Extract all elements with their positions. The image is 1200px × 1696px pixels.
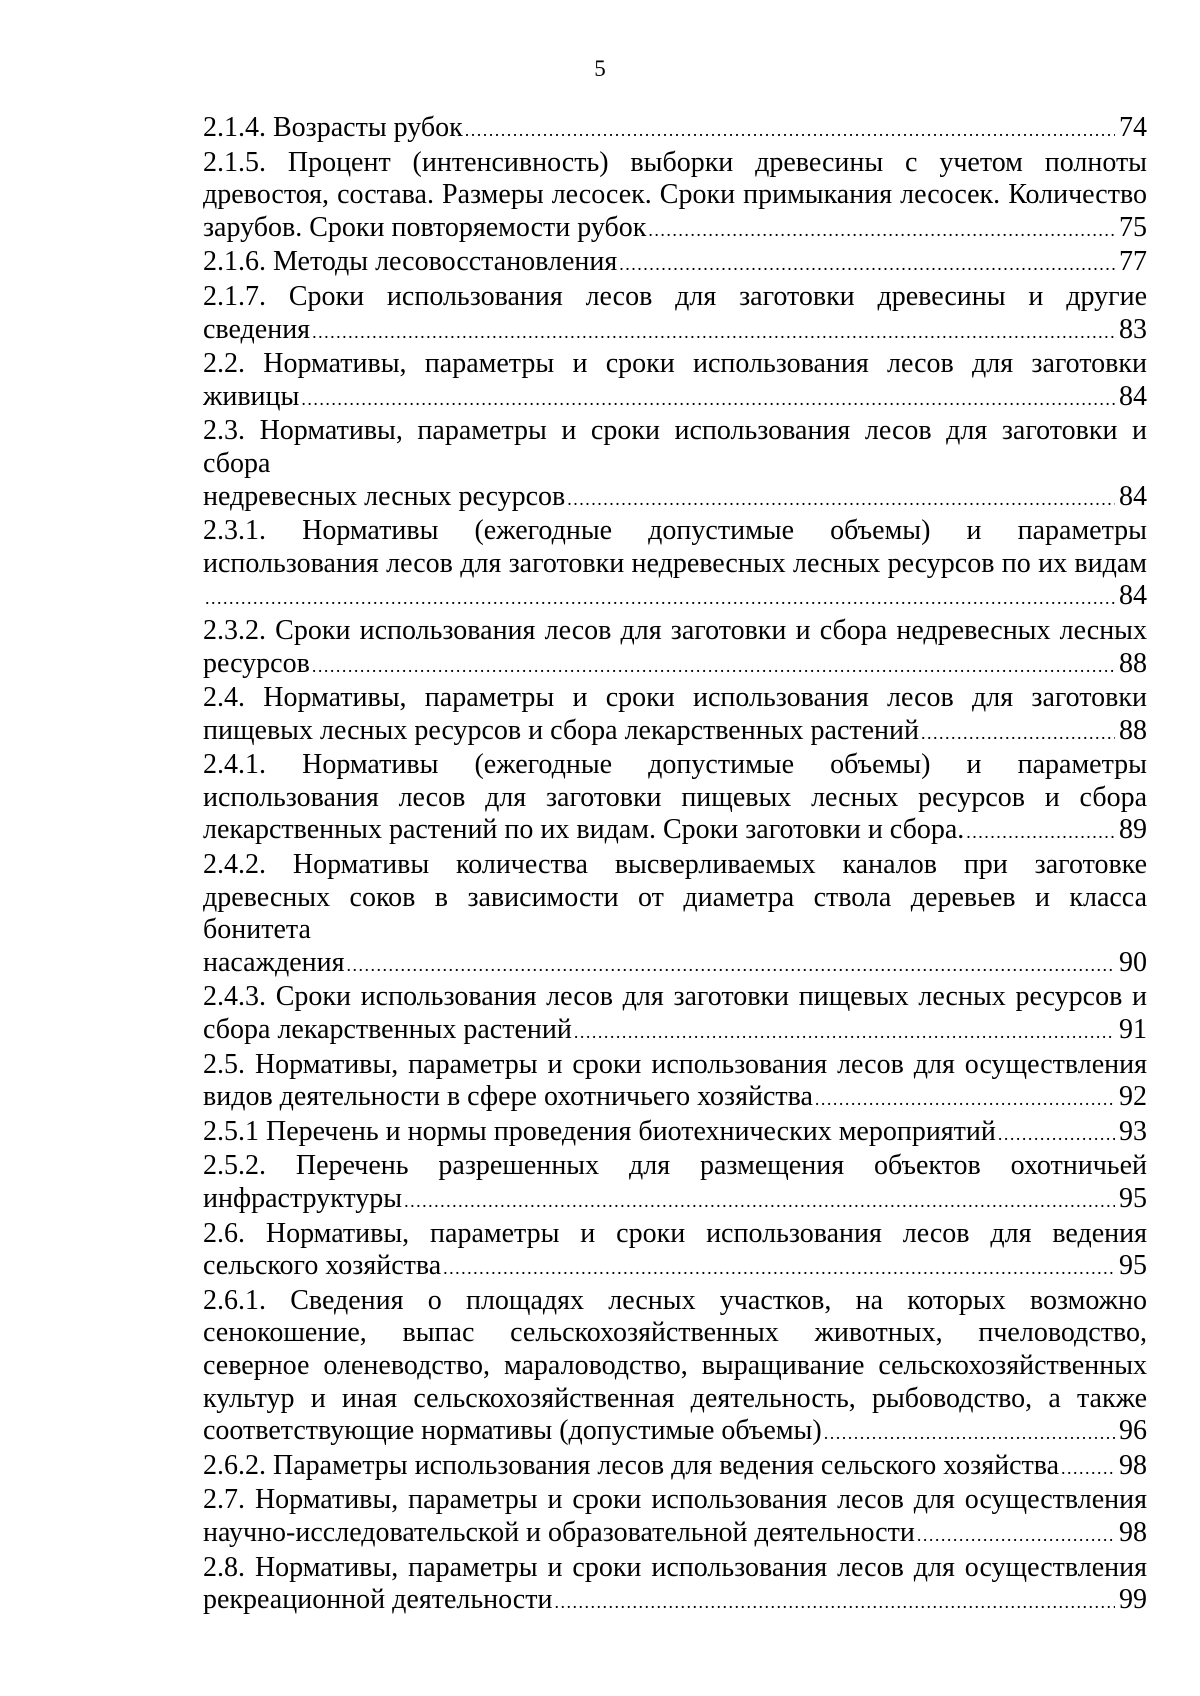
toc-page-number: 91 (1119, 1014, 1147, 1046)
toc-entry-line: сенокошение, выпас сельскохозяйственных животных, пчеловодство, (203, 1317, 1147, 1349)
toc-entry (203, 749, 1147, 849)
toc-entry-text: пищевых лесных ресурсов и сбора лекарственных растений (203, 714, 919, 746)
toc-entry (203, 348, 1147, 415)
toc-entry-text: рекреационной деятельности (203, 1584, 553, 1616)
dot-leader (312, 316, 1115, 349)
toc-page-number: 74 (1119, 112, 1147, 143)
toc-page-number: 77 (1119, 246, 1147, 278)
toc-entry (203, 1552, 1147, 1619)
dot-leader (346, 949, 1115, 982)
toc-entry-line: 2.4. Нормативы, параметры и сроки использования лесов для заготовки (203, 682, 1147, 714)
toc-page-number: 93 (1119, 1115, 1147, 1147)
toc-entry-text: ресурсов (203, 647, 310, 679)
toc-page-number: 96 (1119, 1415, 1147, 1447)
toc-entry-last-line (203, 212, 1147, 247)
toc-entry-line: 2.3.2. Сроки использования лесов для заготовки и сбора недревесных лесных (203, 614, 1147, 646)
toc-entry-text: 2.1.6. Методы лесовосстановления (203, 246, 618, 278)
toc-entry-line: 2.2. Нормативы, параметры и сроки использования лесов для заготовки (203, 348, 1147, 380)
toc-entry-text: сведения (203, 313, 311, 345)
toc-entry-line: древостоя, состава. Размеры лесосек. Сроки примыкания лесосек. Количество (203, 179, 1147, 211)
toc-page-number: 75 (1119, 211, 1147, 243)
toc-entry (203, 515, 1147, 615)
dot-leader (554, 1586, 1115, 1619)
dot-leader (443, 1252, 1115, 1285)
dot-leader (574, 1016, 1115, 1049)
toc-entry-line: 2.5.2. Перечень разрешенных для размещения объектов охотничьей (203, 1150, 1147, 1182)
toc-entry-last-line (203, 1183, 1147, 1218)
toc-entry-line: 2.3.1. Нормативы (ежегодные допустимые объемы) и параметры (203, 515, 1147, 547)
dot-leader (301, 383, 1115, 416)
toc-entry (203, 1285, 1147, 1450)
dot-leader (567, 483, 1115, 516)
dot-leader (921, 717, 1115, 750)
toc-page-number: 83 (1119, 313, 1147, 345)
toc-entry-line: 2.1.7. Сроки использования лесов для заготовки древесины и другие (203, 280, 1147, 312)
toc-entry-last-line (203, 1014, 1147, 1049)
dot-leader (312, 650, 1115, 683)
toc-entry (203, 1049, 1147, 1116)
dot-leader (205, 582, 1115, 615)
toc-entry-line: 2.1.5. Процент (интенсивность) выборки древесины с учетом полноты (203, 146, 1147, 178)
toc-entry (203, 1218, 1147, 1285)
toc-entry-last-line (203, 1116, 1147, 1151)
toc-entry (203, 1150, 1147, 1217)
toc-page-number: 88 (1119, 714, 1147, 746)
toc-entry-line: 2.4.3. Сроки использования лесов для заготовки пищевых лесных ресурсов и (203, 981, 1147, 1013)
toc-entry-text: недревесных лесных ресурсов (203, 480, 566, 512)
toc-page-number: 95 (1119, 1183, 1147, 1214)
dot-leader (1061, 1452, 1115, 1485)
toc-page-number: 99 (1119, 1584, 1147, 1616)
toc-entry-line: северное оленеводство, мараловодство, выращивание сельскохозяйственных (203, 1349, 1147, 1381)
toc-entry-text: соответствующие нормативы (допустимые объемы) (203, 1415, 822, 1447)
dot-leader (619, 248, 1115, 281)
dot-leader (404, 1185, 1115, 1218)
toc-entry-line: 2.4.2. Нормативы количества высверливаемых каналов при заготовке (203, 849, 1147, 881)
toc-entry (203, 1450, 1147, 1485)
toc-page-number: 98 (1119, 1516, 1147, 1548)
toc-entry (203, 246, 1147, 281)
toc-entry-text: сельского хозяйства (203, 1250, 442, 1282)
dot-leader (815, 1083, 1115, 1116)
toc-entry-line: 2.8. Нормативы, параметры и сроки использования лесов для осуществления (203, 1551, 1147, 1583)
dot-leader (966, 816, 1115, 849)
toc-entry (203, 1116, 1147, 1151)
dot-leader (648, 214, 1115, 247)
toc-entry (203, 615, 1147, 682)
toc-entry-text: насаждения (203, 946, 345, 978)
toc-entry-text: инфраструктуры (203, 1183, 403, 1214)
toc-entry-last-line (203, 1450, 1147, 1485)
toc-entry-last-line (203, 1250, 1147, 1285)
toc-entry-text: 2.6.2. Параметры использования лесов для ведения сельского хозяйства (203, 1449, 1060, 1481)
toc-entry-text: зарубов. Сроки повторяемости рубок (203, 211, 647, 243)
toc-entry-last-line (203, 1081, 1147, 1116)
toc-entry-line: 2.5. Нормативы, параметры и сроки использования лесов для осуществления (203, 1048, 1147, 1080)
toc-entry (203, 281, 1147, 348)
dot-leader (465, 114, 1115, 147)
toc-page-number: 92 (1119, 1081, 1147, 1113)
toc-entry-line: 2.6.1. Сведения о площадях лесных участков, на которых возможно (203, 1284, 1147, 1316)
toc-entry-last-line (203, 314, 1147, 349)
dot-leader (824, 1417, 1115, 1450)
toc-entry (203, 415, 1147, 515)
table-of-contents (203, 112, 1147, 1619)
toc-entry-last-line (203, 648, 1147, 683)
toc-entry-line: 2.4.1. Нормативы (ежегодные допустимые объемы) и параметры (203, 749, 1147, 781)
toc-entry-last-line (203, 1415, 1147, 1450)
toc-entry-last-line (203, 1517, 1147, 1552)
toc-entry-line: использования лесов для заготовки недревесных лесных ресурсов по их видам (203, 547, 1147, 579)
toc-entry-line: использования лесов для заготовки пищевых лесных ресурсов и сбора (203, 781, 1147, 813)
toc-page-number: 98 (1119, 1449, 1147, 1481)
toc-entry-last-line (203, 814, 1147, 849)
toc-entry-line: древесных соков в зависимости от диаметра ствола деревьев и класса бонитета (203, 881, 1147, 946)
toc-entry-text: живицы (203, 380, 300, 412)
page-number: 5 (594, 56, 606, 81)
toc-entry-text: научно-исследовательской и образовательной деятельности (203, 1516, 915, 1548)
toc-entry-line: 2.7. Нормативы, параметры и сроки использования лесов для осуществления (203, 1484, 1147, 1516)
toc-entry-last-line (203, 112, 1147, 147)
toc-page-number: 84 (1119, 480, 1147, 512)
toc-entry (203, 1484, 1147, 1551)
toc-page-number: 89 (1119, 814, 1147, 846)
toc-entry-last-line (203, 1584, 1147, 1619)
toc-entry-last-line (203, 481, 1147, 516)
toc-entry-last-line (203, 715, 1147, 750)
toc-entry-text: видов деятельности в сфере охотничьего хозяйства (203, 1081, 813, 1113)
toc-entry-text: 2.5.1 Перечень и нормы проведения биотехнических мероприятий (203, 1115, 996, 1147)
toc-entry-last-line (203, 246, 1147, 281)
toc-entry-line: 2.3. Нормативы, параметры и сроки использования лесов для заготовки и сбора (203, 415, 1147, 479)
toc-page-number: 84 (1119, 580, 1147, 612)
toc-entry-text: сбора лекарственных растений (203, 1014, 572, 1046)
toc-page-number: 84 (1119, 380, 1147, 412)
dot-leader (998, 1118, 1115, 1151)
toc-entry (203, 147, 1147, 247)
toc-entry-last-line (203, 947, 1147, 982)
toc-entry-last-line (203, 381, 1147, 416)
toc-entry-text: лекарственных растений по их видам. Сроки заготовки и сбора. (203, 814, 965, 846)
toc-page-number: 95 (1119, 1250, 1147, 1282)
toc-entry (203, 682, 1147, 749)
toc-entry-line: 2.6. Нормативы, параметры и сроки использования лесов для ведения (203, 1217, 1147, 1249)
toc-entry (203, 112, 1147, 147)
toc-entry-last-line (203, 580, 1147, 615)
toc-page-number: 88 (1119, 647, 1147, 679)
toc-entry (203, 981, 1147, 1048)
toc-entry (203, 849, 1147, 981)
toc-page-number: 90 (1119, 946, 1147, 978)
toc-entry-line: культур и иная сельскохозяйственная деятельность, рыбоводство, а также (203, 1382, 1147, 1414)
dot-leader (917, 1519, 1115, 1552)
toc-entry-text: 2.1.4. Возрасты рубок (203, 112, 463, 143)
